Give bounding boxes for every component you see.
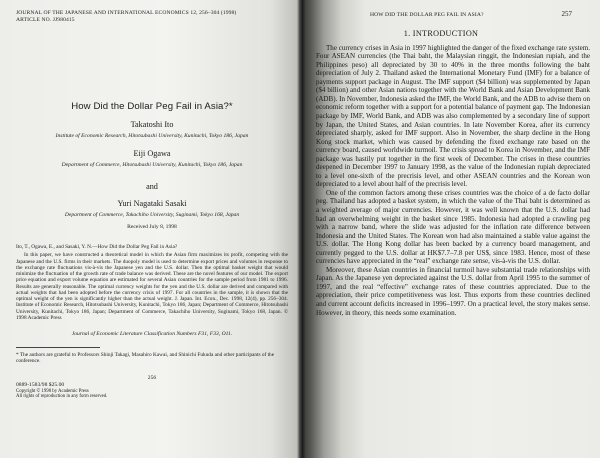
- introduction-text: [316, 44, 590, 318]
- copyright-line: Copyright © 1998 by Academic Press: [16, 388, 89, 394]
- running-title: HOW DID THE DOLLAR PEG FAIL IN ASIA?: [370, 12, 484, 18]
- abstract-heading: Ito, T., Ogawa, E., and Sasaki, Y. N.—How Did the Dollar Peg Fail in Asia?: [16, 244, 178, 251]
- copyright-block: [16, 383, 288, 400]
- author-affiliation-2: Department of Commerce, Hitotsubashi University, Kunitachi, Tokyo 186, Japan: [61, 162, 243, 169]
- footnote: * The authors are grateful to Professors Shinji Takagi, Masahiro Kawai, and Shinichi Fukuda and other participants of the conference.: [16, 352, 275, 365]
- paragraph-3: Moreover, these Asian countries in financial turmoil have substantial trade relationships with Japan. As the Japanese yen depreciated against the U.S. dollar from April 1995 to the summer of 1997, and the real “effective” exchange rates of these countries appreciated. Due to the appreciation, their price competitiveness was lost. Thus exports from these countries declined and current account deficits increased in 1996–1997. On a practical level, the story makes sense. However, in theory, this needs some examination.: [316, 265, 590, 317]
- page-number-left: 256: [147, 374, 157, 381]
- paragraph-1: The currency crises in Asia in 1997 highlighted the danger of the fixed exchange rate system. Four ASEAN currencies (the Thai baht, the Malaysian ringgit, the Indonesian rupiah, and the Philippines peso) all depreciated by 30 to 40% in the three months following the baht depreciation of July 2. Thailand asked the International Monetary Fund (IMF) for a balance of payments support package in August. The IMF support ($4 billion) was supplemented by Japan ($4 billion) and other Asian nations together with the World Bank and Asian Development Bank (ADB). In November, Indonesia asked the IMF, the World Bank, and the ADB to advise them on economic reform together with a support for a potential balance of payment gap. The Indonesian package by IMF, World Bank, and ADB was also complemented by a secondary line of support by Japan, the United States, and Asian countries. In late November Korea, after its currency depreciated sharply, asked for IMF support. Also in November, the sharp decline in the Hong Kong stock market, which was caused by defending the fixed exchange rate based on the currency board, caused worldwide turmoil. The crisis spread to Korea in November, and the IMF package was hastily put together in the first week of December. The crises in these countries deepened in December 1997 to January 1998, as the value of the Indonesian rupiah depreciated to a level one-sixth of the precrisis level, and other ASEAN countries and the Korean won depreciated to a level about half of the precrisis level.: [316, 43, 590, 189]
- received-date: Received July 8, 1998: [127, 224, 177, 231]
- right-page: [300, 0, 600, 458]
- author-name-3: Yuri Nagataki Sasaki: [117, 199, 187, 209]
- and-separator: and: [146, 182, 158, 192]
- author-affiliation-1: Institute of Economic Research, Hitotsubashi University, Kunitachi, Tokyo 186, Japan: [55, 133, 249, 140]
- issn-code: 0889-1583/98 $25.00: [16, 381, 65, 388]
- journal-header: [16, 10, 288, 23]
- author-name-1: Takatoshi Ito: [130, 120, 174, 130]
- paragraph-2: One of the common factors among these crises countries was the choice of a de facto dollar peg. Thailand has adopted a basket system, in which the value of the Thai baht is determined as a weighted average of major currencies. However, it was well known that the U.S. dollar had had an overwhelming weight in the basket since 1985. Indonesia had adopted a crawling peg with a narrow band, where the slide was adjusted for the inflation rate difference between Indonesia and the United States. The Korean won had also maintained a stable value against the U.S. dollar. The Hong Kong dollar has been backed by a currency board management, and currently pegged to the U.S. dollar at HK$7.7–7.8 per US$, since 1983. Hence, most of these currencies have appreciated in the “real” exchange rate sense, vis-à-vis the U.S. dollar.: [316, 188, 590, 266]
- section-heading: 1. INTRODUCTION: [403, 28, 479, 38]
- running-header: [316, 10, 590, 19]
- book-spine-gutter: [297, 0, 305, 458]
- author-name-2: Eiji Ogawa: [133, 149, 171, 159]
- page-number-right: 257: [561, 10, 572, 18]
- jel-classification: Journal of Economic Literature Classification Numbers F31, F33, O11.: [71, 331, 233, 338]
- author-affiliation-3: Department of Commerce, Takachiho University, Suginami, Tokyo 168, Japan: [64, 212, 240, 219]
- abstract-body: In this paper, we have constructed a theoretical model in which the Asian firm maximizes its profit, competing with the Japanese and the U.S. firms in their markets. The duopoly model is used to determine export prices and volumes in response to the exchange rate fluctuations vis-à-vis the Japanese yen and the U.S. dollar. Then the optimal basket weight that would minimize the fluctuation of the growth rate of trade balance was derived. These are the novel features of our model. The export price equation and export volume equation are estimated for several Asian countries for the sample period from 1981 to 1996. Results are generally reasonable. The optimal currency weights for the yen and the U.S. dollar are derived and compared with actual weights that had been adopted before the currency crisis of 1997. For all countries in the sample, it is shown that the optimal weight of the yen is significantly higher than the actual weight. J. Japan. Int. Econ., Dec. 1998, 12(4), pp. 256–304. Institute of Economic Research, Hitotsubashi University, Kunitachi, Tokyo 186, Japan; Department of Commerce, Hitotsubashi University, Kunitachi, Tokyo 186, Japan; Department of Commerce, Takachiho University, Suginami, Tokyo 168, Japan. © 1998 Academic Press: [16, 252, 288, 321]
- journal-line: JOURNAL OF THE JAPANESE AND INTERNATIONAL ECONOMICS 12, 256–304 (1998): [16, 10, 237, 16]
- paper-title: How Did the Dollar Peg Fail in Asia?*: [71, 101, 233, 113]
- abstract: [16, 244, 288, 321]
- footnote-rule: [16, 347, 100, 348]
- article-number: ARTICLE NO. JJ980415: [16, 16, 75, 23]
- rights-line: All rights of reproduction in any form reserved.: [16, 394, 108, 400]
